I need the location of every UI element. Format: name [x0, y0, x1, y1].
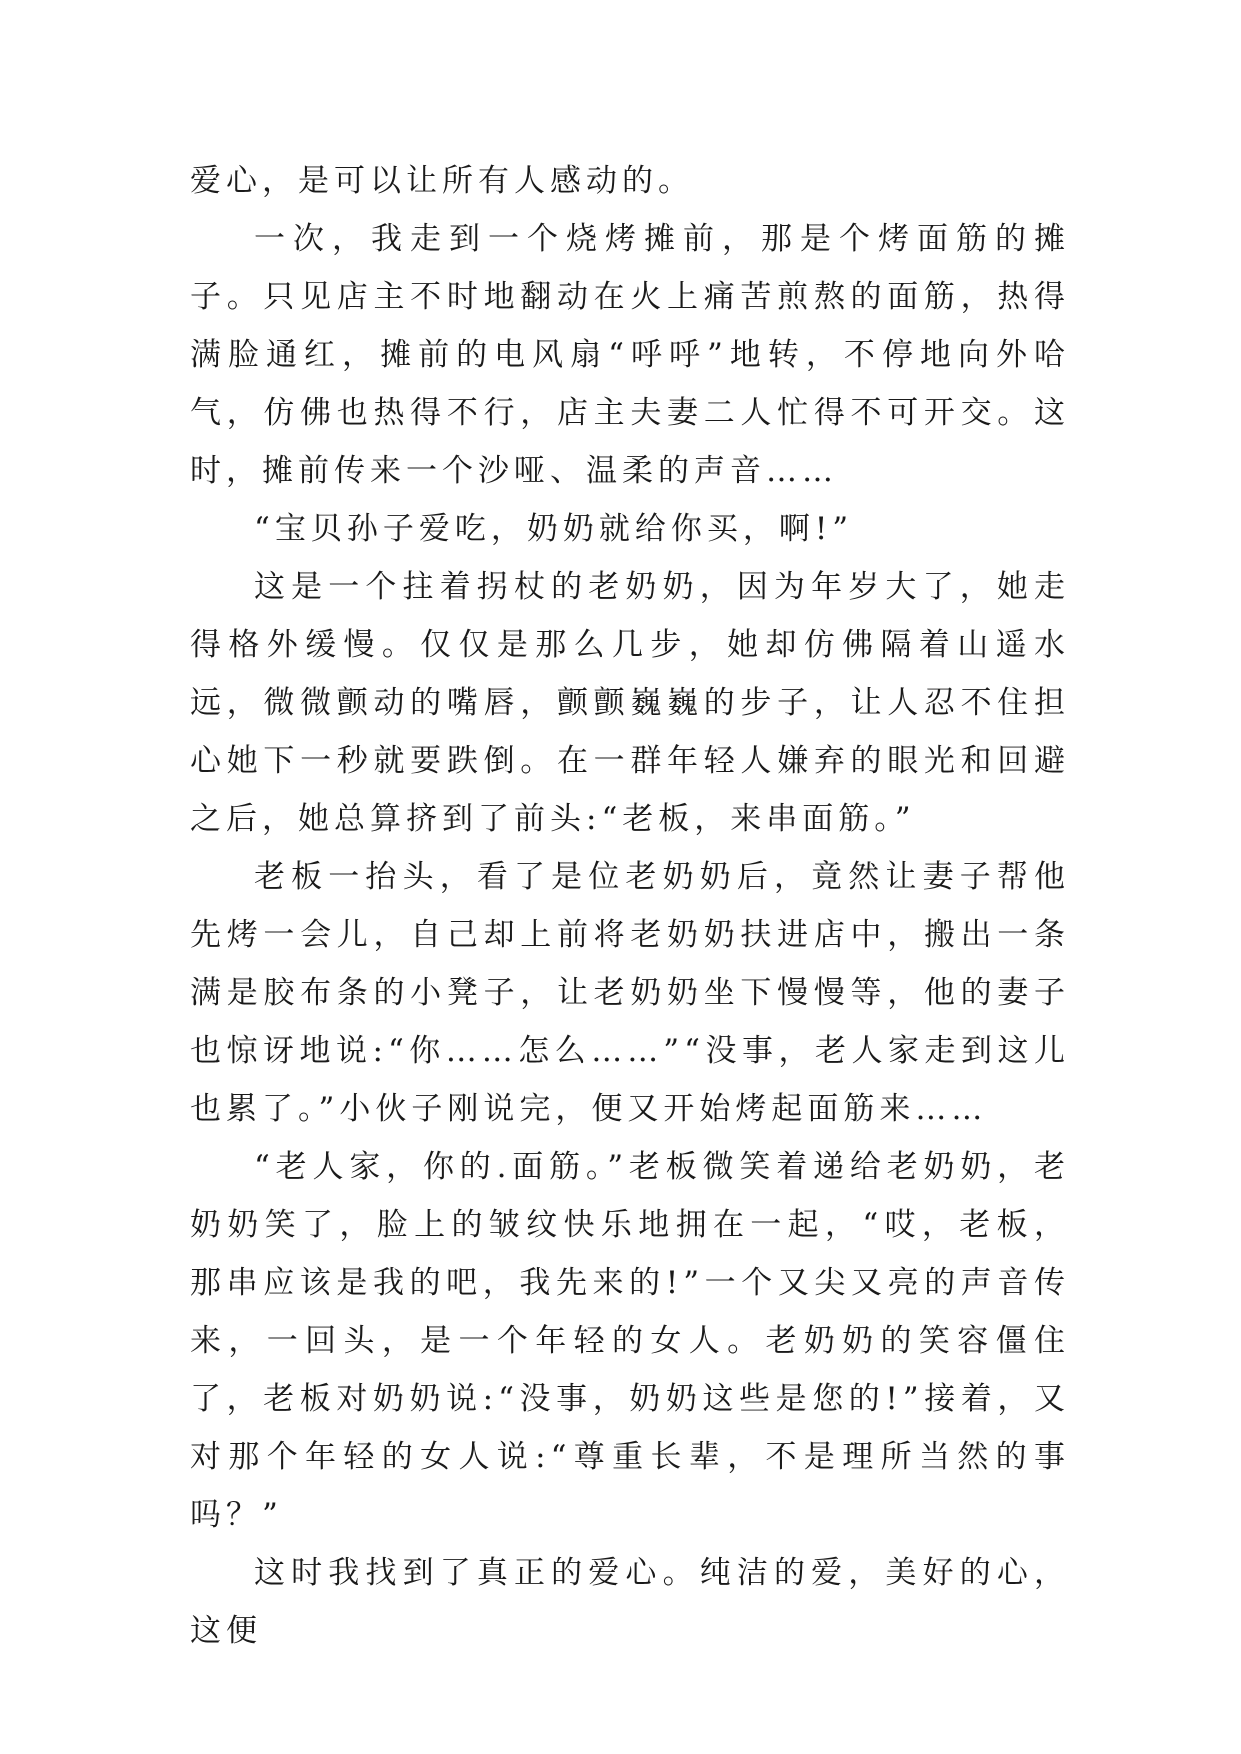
paragraph-7: 这时我找到了真正的爱心。纯洁的爱，美好的心，这便	[190, 1555, 1070, 1649]
paragraph-2: 一次，我走到一个烧烤摊前，那是个烤面筋的摊子。只见店主不时地翻动在火上痛苦煎熬的面筋，热得满脸通红，摊前的电风扇“呼呼”地转，不停地向外哈气，仿佛也热得不行，店主夫妻二人忙得不可开交。这时，摊前传来一个沙哑、温柔的声音……	[190, 221, 1070, 489]
paragraph-3: “宝贝孙子爱吃，奶奶就给你买，啊!”	[254, 511, 854, 547]
paragraph-1: 爱心，是可以让所有人感动的。	[190, 163, 694, 199]
paragraph-6: “老人家，你的.面筋。”老板微笑着递给老奶奶，老奶奶笑了，脸上的皱纹快乐地拥在一起，“哎，老板，那串应该是我的吧，我先来的!”一个又尖又亮的声音传来，一回头，是一个年轻的女人。老奶奶的笑容僵住了，老板对奶奶说:“没事，奶奶这些是您的!”接着，又对那个年轻的女人说:“尊重长辈，不是理所当然的事吗？”	[190, 1149, 1070, 1533]
article-body	[190, 152, 1070, 1660]
paragraph-4: 这是一个拄着拐杖的老奶奶，因为年岁大了，她走得格外缓慢。仅仅是那么几步，她却仿佛隔着山遥水远，微微颤动的嘴唇，颤颤巍巍的步子，让人忍不住担心她下一秒就要跌倒。在一群年轻人嫌弃的眼光和回避之后，她总算挤到了前头:“老板，来串面筋。”	[190, 569, 1070, 837]
paragraph-5: 老板一抬头，看了是位老奶奶后，竟然让妻子帮他先烤一会儿，自己却上前将老奶奶扶进店中，搬出一条满是胶布条的小凳子，让老奶奶坐下慢慢等，他的妻子也惊讶地说:“你……怎么……”“没事，老人家走到这儿也累了。”小伙子刚说完，便又开始烤起面筋来……	[190, 859, 1070, 1127]
